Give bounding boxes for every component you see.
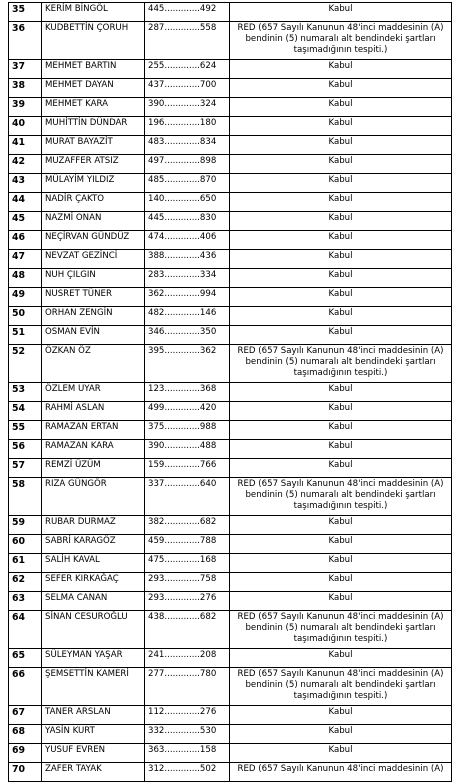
decision-status: RED (657 Sayılı Kanunun 48'inci maddesinin (A) bendinin (5) numaralı alt bendindeki şartları taşımadığının tespiti.): [230, 478, 452, 516]
applicant-name: MUHİTTİN DÜNDAR: [42, 117, 145, 136]
row-number: 43: [9, 174, 42, 193]
applicant-number: 196.............180: [145, 117, 230, 136]
decision-status: RED (657 Sayılı Kanunun 48'inci maddesinin (A): [230, 763, 452, 782]
decision-status: Kabul: [230, 155, 452, 174]
decision-status: Kabul: [230, 744, 452, 763]
decision-status: Kabul: [230, 193, 452, 212]
decision-status: Kabul: [230, 706, 452, 725]
row-number: 62: [9, 573, 42, 592]
applicant-number: 112.............276: [145, 706, 230, 725]
table-row: [9, 440, 452, 459]
table-row: [9, 193, 452, 212]
results-table: [8, 2, 452, 782]
decision-status: Kabul: [230, 250, 452, 269]
table-row: [9, 60, 452, 79]
applicant-number: 362.............994: [145, 288, 230, 307]
row-number: 55: [9, 421, 42, 440]
row-number: 35: [9, 3, 42, 22]
row-number: 41: [9, 136, 42, 155]
applicant-number: 382.............682: [145, 516, 230, 535]
decision-status: Kabul: [230, 554, 452, 573]
applicant-name: NUH ÇILGIN: [42, 269, 145, 288]
applicant-name: NADİR ÇAKTO: [42, 193, 145, 212]
applicant-name: SALİH KAVAL: [42, 554, 145, 573]
applicant-number: 390.............488: [145, 440, 230, 459]
decision-status: Kabul: [230, 269, 452, 288]
decision-status: Kabul: [230, 535, 452, 554]
table-row: [9, 155, 452, 174]
row-number: 58: [9, 478, 42, 516]
decision-status: Kabul: [230, 212, 452, 231]
applicant-number: 390.............324: [145, 98, 230, 117]
applicant-name: MURAT BAYAZİT: [42, 136, 145, 155]
table-row: [9, 402, 452, 421]
table-row: [9, 592, 452, 611]
table-row: [9, 326, 452, 345]
applicant-name: RAMAZAN ERTAN: [42, 421, 145, 440]
row-number: 70: [9, 763, 42, 782]
decision-status: Kabul: [230, 79, 452, 98]
row-number: 53: [9, 383, 42, 402]
row-number: 47: [9, 250, 42, 269]
applicant-name: TANER ARSLAN: [42, 706, 145, 725]
table-row: [9, 516, 452, 535]
applicant-name: MEHMET BARTIN: [42, 60, 145, 79]
applicant-name: MEHMET KARA: [42, 98, 145, 117]
row-number: 63: [9, 592, 42, 611]
applicant-number: 283.............334: [145, 269, 230, 288]
table-row: [9, 383, 452, 402]
applicant-number: 437.............700: [145, 79, 230, 98]
decision-status: Kabul: [230, 60, 452, 79]
applicant-number: 499.............420: [145, 402, 230, 421]
row-number: 66: [9, 668, 42, 706]
applicant-name: ZAFER TAYAK: [42, 763, 145, 782]
decision-status: Kabul: [230, 725, 452, 744]
row-number: 37: [9, 60, 42, 79]
decision-status: Kabul: [230, 459, 452, 478]
applicant-number: 375.............988: [145, 421, 230, 440]
table-row: [9, 725, 452, 744]
table-row: [9, 421, 452, 440]
table-row: [9, 307, 452, 326]
applicant-number: 445.............830: [145, 212, 230, 231]
row-number: 64: [9, 611, 42, 649]
decision-status: Kabul: [230, 98, 452, 117]
table-row: [9, 288, 452, 307]
applicant-name: SELMA CANAN: [42, 592, 145, 611]
table-row: [9, 459, 452, 478]
applicant-name: MEHMET DAYAN: [42, 79, 145, 98]
row-number: 52: [9, 345, 42, 383]
decision-status: Kabul: [230, 326, 452, 345]
document-page: [8, 2, 451, 782]
row-number: 57: [9, 459, 42, 478]
applicant-name: NUSRET TÜNER: [42, 288, 145, 307]
decision-status: Kabul: [230, 592, 452, 611]
row-number: 68: [9, 725, 42, 744]
row-number: 48: [9, 269, 42, 288]
applicant-name: ORHAN ZENGİN: [42, 307, 145, 326]
row-number: 39: [9, 98, 42, 117]
table-row: [9, 98, 452, 117]
applicant-number: 123.............368: [145, 383, 230, 402]
table-row: [9, 79, 452, 98]
table-row: [9, 269, 452, 288]
applicant-name: ŞEMSETTİN KAMERİ: [42, 668, 145, 706]
applicant-number: 159.............766: [145, 459, 230, 478]
applicant-name: YUSUF EVREN: [42, 744, 145, 763]
applicant-number: 474.............406: [145, 231, 230, 250]
decision-status: RED (657 Sayılı Kanunun 48'inci maddesinin (A) bendinin (5) numaralı alt bendindeki şartları taşımadığının tespiti.): [230, 22, 452, 60]
applicant-name: KUDBETTİN ÇORUH: [42, 22, 145, 60]
table-row: [9, 668, 452, 706]
decision-status: Kabul: [230, 421, 452, 440]
applicant-number: 459.............788: [145, 535, 230, 554]
applicant-number: 483.............834: [145, 136, 230, 155]
row-number: 38: [9, 79, 42, 98]
applicant-name: SEFER KIRKAĞAÇ: [42, 573, 145, 592]
decision-status: Kabul: [230, 402, 452, 421]
table-row: [9, 250, 452, 269]
table-row: [9, 117, 452, 136]
decision-status: Kabul: [230, 3, 452, 22]
results-table-body: [9, 3, 452, 782]
row-number: 59: [9, 516, 42, 535]
applicant-name: REMZİ ÜZÜM: [42, 459, 145, 478]
applicant-name: OSMAN EVİN: [42, 326, 145, 345]
applicant-number: 140.............650: [145, 193, 230, 212]
applicant-number: 482.............146: [145, 307, 230, 326]
decision-status: Kabul: [230, 383, 452, 402]
applicant-number: 395.............362: [145, 345, 230, 383]
table-row: [9, 345, 452, 383]
decision-status: Kabul: [230, 288, 452, 307]
decision-status: Kabul: [230, 231, 452, 250]
applicant-number: 255.............624: [145, 60, 230, 79]
row-number: 54: [9, 402, 42, 421]
decision-status: RED (657 Sayılı Kanunun 48'inci maddesinin (A) bendinin (5) numaralı alt bendindeki şartları taşımadığının tespiti.): [230, 345, 452, 383]
decision-status: RED (657 Sayılı Kanunun 48'inci maddesinin (A) bendinin (5) numaralı alt bendindeki şartları taşımadığının tespiti.): [230, 668, 452, 706]
applicant-name: ÖZKAN ÖZ: [42, 345, 145, 383]
row-number: 46: [9, 231, 42, 250]
applicant-number: 277.............780: [145, 668, 230, 706]
applicant-number: 485.............870: [145, 174, 230, 193]
row-number: 65: [9, 649, 42, 668]
table-row: [9, 706, 452, 725]
applicant-name: SÜLEYMAN YAŞAR: [42, 649, 145, 668]
applicant-name: MÜLAYİM YILDIZ: [42, 174, 145, 193]
applicant-number: 337.............640: [145, 478, 230, 516]
row-number: 45: [9, 212, 42, 231]
table-row: [9, 174, 452, 193]
table-row: [9, 611, 452, 649]
applicant-number: 497.............898: [145, 155, 230, 174]
applicant-number: 445.............492: [145, 3, 230, 22]
table-row: [9, 535, 452, 554]
applicant-name: NEÇİRVAN GÜNDÜZ: [42, 231, 145, 250]
applicant-number: 293.............276: [145, 592, 230, 611]
table-row: [9, 136, 452, 155]
applicant-name: RAHMİ ASLAN: [42, 402, 145, 421]
applicant-name: NEVZAT GEZİNCİ: [42, 250, 145, 269]
applicant-name: SABRİ KARAGÖZ: [42, 535, 145, 554]
row-number: 61: [9, 554, 42, 573]
decision-status: Kabul: [230, 174, 452, 193]
table-row: [9, 212, 452, 231]
table-row: [9, 573, 452, 592]
decision-status: RED (657 Sayılı Kanunun 48'inci maddesinin (A) bendinin (5) numaralı alt bendindeki şartları taşımadığının tespiti.): [230, 611, 452, 649]
row-number: 51: [9, 326, 42, 345]
row-number: 67: [9, 706, 42, 725]
applicant-name: ÖZLEM UYAR: [42, 383, 145, 402]
decision-status: Kabul: [230, 440, 452, 459]
applicant-name: YASİN KURT: [42, 725, 145, 744]
row-number: 50: [9, 307, 42, 326]
applicant-name: SİNAN CESUROĞLU: [42, 611, 145, 649]
applicant-number: 312.............502: [145, 763, 230, 782]
table-row: [9, 744, 452, 763]
applicant-number: 332.............530: [145, 725, 230, 744]
applicant-name: RUBAR DURMAZ: [42, 516, 145, 535]
row-number: 40: [9, 117, 42, 136]
row-number: 36: [9, 22, 42, 60]
applicant-number: 346.............350: [145, 326, 230, 345]
table-row: [9, 554, 452, 573]
decision-status: Kabul: [230, 117, 452, 136]
row-number: 42: [9, 155, 42, 174]
applicant-number: 388.............436: [145, 250, 230, 269]
decision-status: Kabul: [230, 649, 452, 668]
row-number: 49: [9, 288, 42, 307]
row-number: 56: [9, 440, 42, 459]
decision-status: Kabul: [230, 136, 452, 155]
applicant-number: 287.............558: [145, 22, 230, 60]
applicant-number: 438.............682: [145, 611, 230, 649]
decision-status: Kabul: [230, 516, 452, 535]
applicant-name: KERİM BİNGÖL: [42, 3, 145, 22]
applicant-name: MUZAFFER ATSIZ: [42, 155, 145, 174]
table-row: [9, 649, 452, 668]
applicant-number: 363.............158: [145, 744, 230, 763]
applicant-number: 293.............758: [145, 573, 230, 592]
row-number: 69: [9, 744, 42, 763]
table-row: [9, 763, 452, 782]
applicant-number: 475.............168: [145, 554, 230, 573]
applicant-name: RAMAZAN KARA: [42, 440, 145, 459]
decision-status: Kabul: [230, 573, 452, 592]
table-row: [9, 478, 452, 516]
row-number: 60: [9, 535, 42, 554]
table-row: [9, 231, 452, 250]
table-row: [9, 3, 452, 22]
row-number: 44: [9, 193, 42, 212]
applicant-number: 241.............208: [145, 649, 230, 668]
table-row: [9, 22, 452, 60]
applicant-name: RIZA GÜNGÖR: [42, 478, 145, 516]
decision-status: Kabul: [230, 307, 452, 326]
applicant-name: NAZMİ ONAN: [42, 212, 145, 231]
